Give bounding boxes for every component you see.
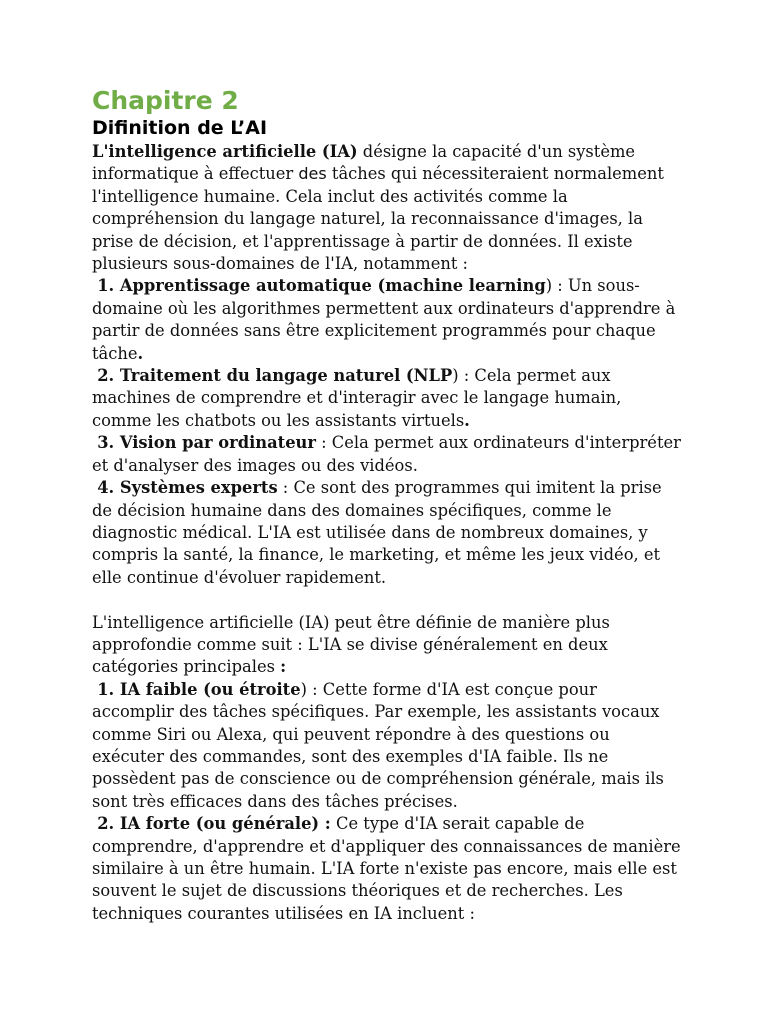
categories-intro-colon: : (280, 657, 287, 677)
intro-term: L'intelligence artificielle (IA) (92, 142, 358, 161)
category-item (92, 813, 682, 925)
subdomain-item (92, 477, 682, 589)
subdomain-label: 3. Vision par ordinateur (97, 433, 316, 453)
document-page (92, 86, 682, 925)
intro-text-b: tâches qui nécessiteraient normalement l'intelligence humaine. Cela inclut des activités comme la compréhension du langage naturel, la reconnaissance d'images, la prise de décision, et l'apprentissage à partir de données. Il existe plusieurs sous-domaines de l'IA, notamment : (92, 164, 664, 274)
subdomain-item (92, 432, 682, 477)
category-label: 2. IA forte (ou générale) : (97, 814, 331, 834)
category-paren: ) (300, 679, 307, 699)
category-text: Ce type d'IA serait capable de comprendre, d'apprendre et d'appliquer des connaissances de manière similaire à un être humain. L'IA forte n'existe pas encore, mais elle est souvent le sujet de discussions théoriques et de recherches. Les techniques courantes utilisées en IA incluent : (92, 814, 681, 923)
subdomain-end: . (464, 410, 470, 430)
paragraph-spacer (92, 589, 682, 611)
intro-des: des (298, 164, 327, 184)
subdomain-end: . (137, 343, 144, 363)
subdomain-label: 1. Apprentissage automatique (machine learning (97, 276, 546, 296)
subdomain-label: 2. Traitement du langage naturel (NLP (97, 366, 453, 386)
subdomain-text: : Un sous-domaine où les algorithmes permettent aux ordinateurs d'apprendre à partir de données sans être explicitement programmés pour chaque tâche (92, 276, 676, 363)
subdomain-item (92, 275, 682, 365)
intro-paragraph (92, 141, 682, 275)
category-text: : Cette forme d'IA est conçue pour accomplir des tâches spécifiques. Par exemple, les assistants vocaux comme Siri ou Alexa, qui peuvent répondre à des questions ou exécuter des commandes, sont des exemples d'IA faible. Ils ne possèdent pas de conscience ou de compréhension générale, mais ils sont très efficaces dans des tâches précises. (92, 679, 664, 811)
section-title: Difinition de L’AI (92, 117, 268, 139)
chapter-heading: Chapitre 2 (92, 86, 239, 115)
category-item (92, 679, 682, 813)
categories-intro-paragraph (92, 612, 682, 679)
intro-text-a: désigne la capacité d'un système informatique à effectuer (92, 142, 636, 184)
subdomain-item (92, 365, 682, 432)
subdomain-text: : Cela permet aux ordinateurs d'interpréter et d'analyser des images ou des vidéos. (92, 433, 681, 475)
subdomain-paren: ) (545, 276, 553, 296)
subdomain-paren: ) (452, 366, 459, 386)
categories-intro-text: L'intelligence artificielle (IA) peut être définie de manière plus approfondie comme suit : L'IA se divise généralement en deux catégories principales (92, 612, 610, 677)
subdomain-text: : Ce sont des programmes qui imitent la prise de décision humaine dans des domaines spécifiques, comme le diagnostic médical. L'IA est utilisée dans de nombreux domaines, y compris la santé, la finance, le marketing, et même les jeux vidéo, et elle continue d'évoluer rapidement. (92, 478, 662, 587)
category-label: 1. IA faible (ou étroite (97, 679, 301, 699)
subdomain-text: : Cela permet aux machines de comprendre et d'interagir avec le langage humain, comme les chatbots ou les assistants virtuels (92, 366, 622, 430)
subdomain-label: 4. Systèmes experts (97, 478, 278, 498)
